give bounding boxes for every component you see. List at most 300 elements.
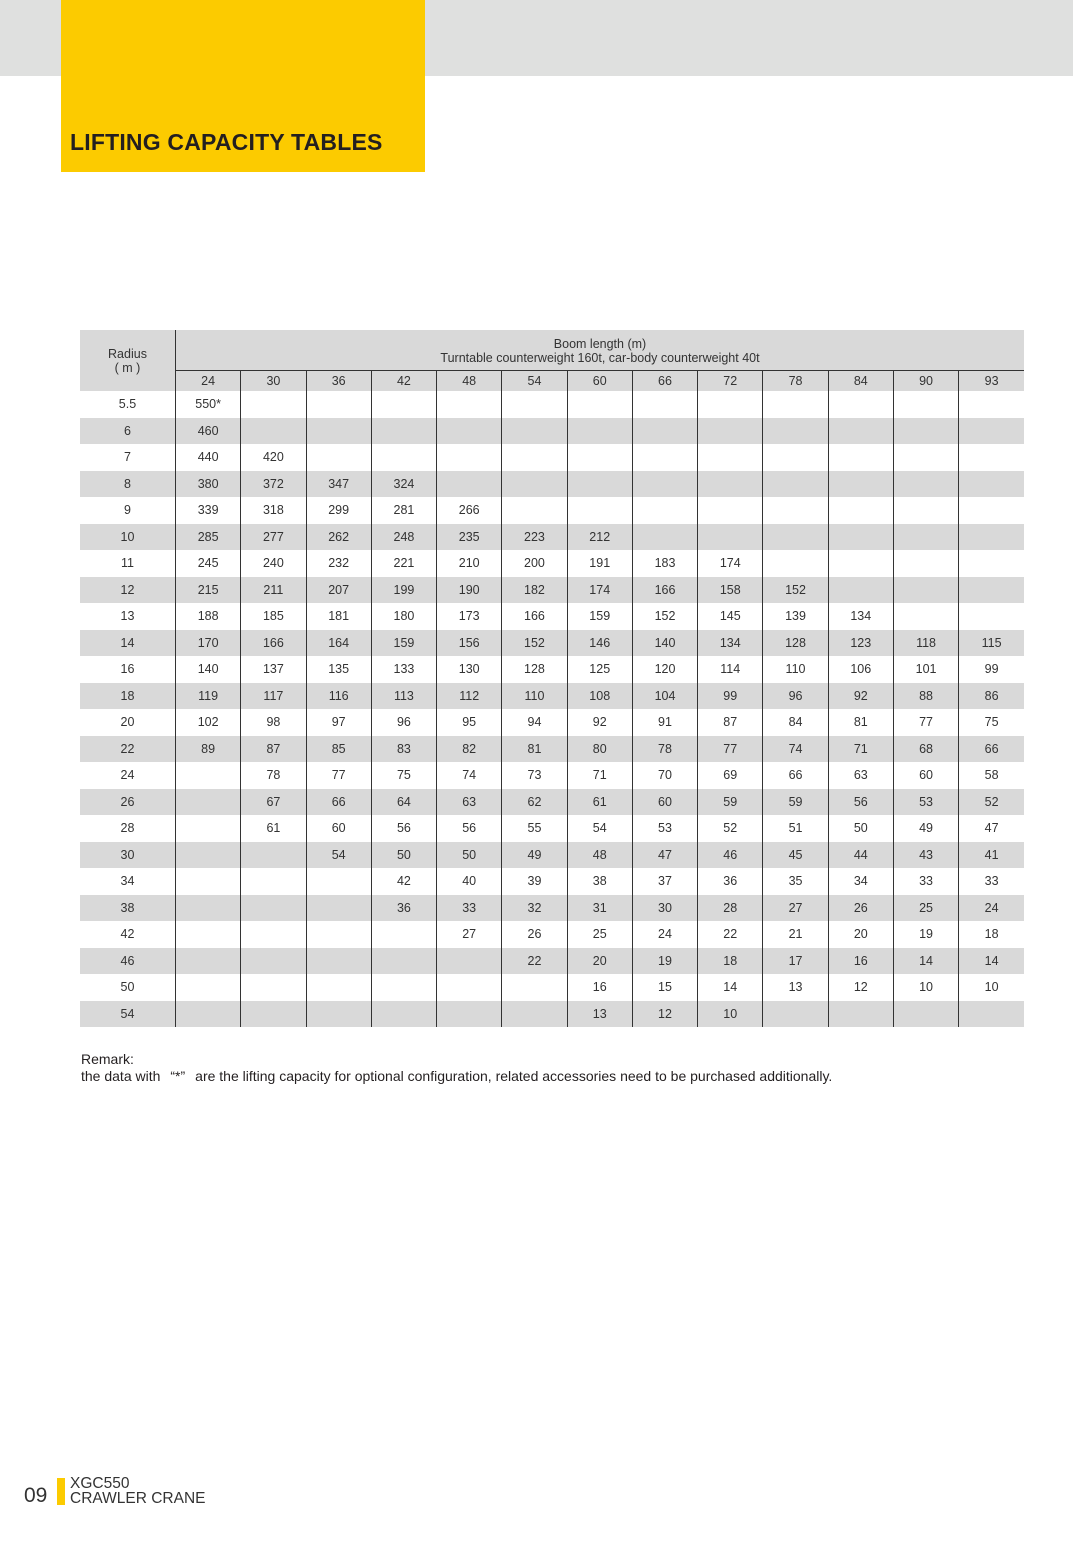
radius-label: Radius bbox=[108, 346, 147, 361]
capacity-cell: 133 bbox=[371, 656, 436, 683]
capacity-cell bbox=[176, 921, 241, 948]
capacity-cell: 12 bbox=[828, 974, 893, 1001]
capacity-cell: 15 bbox=[632, 974, 697, 1001]
capacity-cell: 20 bbox=[567, 948, 632, 975]
capacity-cell: 166 bbox=[502, 603, 567, 630]
capacity-cell bbox=[763, 471, 828, 498]
capacity-cell bbox=[828, 497, 893, 524]
capacity-cell: 61 bbox=[567, 789, 632, 816]
capacity-cell: 166 bbox=[241, 630, 306, 657]
capacity-cell: 61 bbox=[241, 815, 306, 842]
capacity-cell: 277 bbox=[241, 524, 306, 551]
capacity-cell: 35 bbox=[763, 868, 828, 895]
capacity-cell: 81 bbox=[502, 736, 567, 763]
table-row bbox=[80, 630, 1024, 657]
capacity-cell: 106 bbox=[828, 656, 893, 683]
capacity-cell: 181 bbox=[306, 603, 371, 630]
boom-length-col: 42 bbox=[371, 371, 436, 392]
capacity-cell: 125 bbox=[567, 656, 632, 683]
radius-cell: 46 bbox=[80, 948, 176, 975]
capacity-cell: 170 bbox=[176, 630, 241, 657]
boom-length-col: 90 bbox=[893, 371, 958, 392]
boom-length-col: 60 bbox=[567, 371, 632, 392]
capacity-cell bbox=[763, 391, 828, 418]
boom-length-col: 66 bbox=[632, 371, 697, 392]
capacity-cell: 51 bbox=[763, 815, 828, 842]
capacity-cell bbox=[241, 842, 306, 869]
capacity-cell: 115 bbox=[959, 630, 1024, 657]
table-row bbox=[80, 868, 1024, 895]
capacity-cell: 74 bbox=[437, 762, 502, 789]
capacity-cell: 119 bbox=[176, 683, 241, 710]
radius-cell: 42 bbox=[80, 921, 176, 948]
capacity-cell: 48 bbox=[567, 842, 632, 869]
capacity-cell: 95 bbox=[437, 709, 502, 736]
capacity-cell bbox=[306, 921, 371, 948]
capacity-cell: 44 bbox=[828, 842, 893, 869]
capacity-cell bbox=[176, 762, 241, 789]
table-row bbox=[80, 577, 1024, 604]
capacity-cell: 380 bbox=[176, 471, 241, 498]
remark-quote: “*” bbox=[170, 1068, 186, 1084]
capacity-cell bbox=[306, 948, 371, 975]
capacity-cell: 145 bbox=[698, 603, 763, 630]
capacity-cell bbox=[893, 550, 958, 577]
capacity-cell: 54 bbox=[567, 815, 632, 842]
boom-length-col: 72 bbox=[698, 371, 763, 392]
capacity-cell: 34 bbox=[828, 868, 893, 895]
capacity-cell: 135 bbox=[306, 656, 371, 683]
capacity-cell bbox=[567, 497, 632, 524]
capacity-cell: 24 bbox=[959, 895, 1024, 922]
radius-cell: 13 bbox=[80, 603, 176, 630]
capacity-cell: 83 bbox=[371, 736, 436, 763]
capacity-cell: 26 bbox=[502, 921, 567, 948]
page-title: LIFTING CAPACITY TABLES bbox=[70, 129, 383, 155]
capacity-cell: 94 bbox=[502, 709, 567, 736]
capacity-cell bbox=[893, 524, 958, 551]
capacity-cell: 84 bbox=[763, 709, 828, 736]
capacity-cell bbox=[828, 418, 893, 445]
radius-cell: 54 bbox=[80, 1001, 176, 1028]
capacity-cell: 69 bbox=[698, 762, 763, 789]
capacity-cell bbox=[437, 418, 502, 445]
capacity-cell: 67 bbox=[241, 789, 306, 816]
capacity-cell: 12 bbox=[632, 1001, 697, 1028]
footer-model bbox=[70, 1476, 206, 1506]
capacity-cell: 75 bbox=[371, 762, 436, 789]
table-row bbox=[80, 1001, 1024, 1028]
boom-length-col: 36 bbox=[306, 371, 371, 392]
capacity-cell: 88 bbox=[893, 683, 958, 710]
capacity-cell: 266 bbox=[437, 497, 502, 524]
capacity-cell: 22 bbox=[502, 948, 567, 975]
capacity-cell bbox=[698, 391, 763, 418]
capacity-cell bbox=[241, 391, 306, 418]
capacity-cell bbox=[306, 418, 371, 445]
capacity-cell: 64 bbox=[371, 789, 436, 816]
capacity-cell: 42 bbox=[371, 868, 436, 895]
capacity-cell: 27 bbox=[437, 921, 502, 948]
capacity-cell: 52 bbox=[698, 815, 763, 842]
capacity-cell: 232 bbox=[306, 550, 371, 577]
capacity-cell: 174 bbox=[698, 550, 763, 577]
capacity-cell: 173 bbox=[437, 603, 502, 630]
capacity-cell: 16 bbox=[828, 948, 893, 975]
table-row bbox=[80, 683, 1024, 710]
capacity-cell: 86 bbox=[959, 683, 1024, 710]
capacity-cell bbox=[828, 471, 893, 498]
capacity-cell bbox=[371, 418, 436, 445]
capacity-cell bbox=[306, 895, 371, 922]
capacity-cell: 248 bbox=[371, 524, 436, 551]
capacity-cell: 112 bbox=[437, 683, 502, 710]
radius-cell: 18 bbox=[80, 683, 176, 710]
product-name: CRAWLER CRANE bbox=[70, 1490, 206, 1507]
capacity-cell bbox=[763, 524, 828, 551]
radius-cell: 26 bbox=[80, 789, 176, 816]
lifting-capacity-table bbox=[80, 330, 1024, 1027]
capacity-cell: 13 bbox=[763, 974, 828, 1001]
capacity-cell bbox=[176, 895, 241, 922]
capacity-cell: 66 bbox=[763, 762, 828, 789]
capacity-cell bbox=[763, 444, 828, 471]
capacity-cell bbox=[959, 391, 1024, 418]
capacity-cell: 54 bbox=[306, 842, 371, 869]
capacity-cell: 37 bbox=[632, 868, 697, 895]
capacity-cell: 81 bbox=[828, 709, 893, 736]
capacity-cell: 56 bbox=[828, 789, 893, 816]
capacity-cell: 139 bbox=[763, 603, 828, 630]
capacity-cell: 123 bbox=[828, 630, 893, 657]
capacity-cell: 240 bbox=[241, 550, 306, 577]
capacity-cell bbox=[828, 577, 893, 604]
capacity-cell: 62 bbox=[502, 789, 567, 816]
capacity-cell: 78 bbox=[241, 762, 306, 789]
capacity-cell bbox=[828, 550, 893, 577]
capacity-cell: 16 bbox=[567, 974, 632, 1001]
table-row bbox=[80, 391, 1024, 418]
capacity-cell: 49 bbox=[893, 815, 958, 842]
capacity-cell: 97 bbox=[306, 709, 371, 736]
capacity-cell bbox=[371, 974, 436, 1001]
capacity-cell bbox=[893, 471, 958, 498]
capacity-cell: 14 bbox=[698, 974, 763, 1001]
capacity-cell bbox=[502, 974, 567, 1001]
boom-length-col: 30 bbox=[241, 371, 306, 392]
capacity-cell bbox=[371, 1001, 436, 1028]
capacity-cell bbox=[176, 815, 241, 842]
capacity-cell bbox=[567, 418, 632, 445]
capacity-cell: 110 bbox=[502, 683, 567, 710]
capacity-cell bbox=[437, 974, 502, 1001]
capacity-cell: 60 bbox=[632, 789, 697, 816]
capacity-cell bbox=[632, 524, 697, 551]
radius-cell: 5.5 bbox=[80, 391, 176, 418]
capacity-cell: 99 bbox=[959, 656, 1024, 683]
boom-length-col: 54 bbox=[502, 371, 567, 392]
capacity-cell: 18 bbox=[959, 921, 1024, 948]
capacity-cell: 281 bbox=[371, 497, 436, 524]
capacity-cell: 114 bbox=[698, 656, 763, 683]
capacity-cell: 299 bbox=[306, 497, 371, 524]
capacity-cell bbox=[371, 391, 436, 418]
capacity-cell: 102 bbox=[176, 709, 241, 736]
capacity-cell: 152 bbox=[763, 577, 828, 604]
table-row bbox=[80, 736, 1024, 763]
capacity-cell: 96 bbox=[371, 709, 436, 736]
capacity-cell bbox=[698, 444, 763, 471]
capacity-cell: 71 bbox=[567, 762, 632, 789]
capacity-cell: 30 bbox=[632, 895, 697, 922]
capacity-cell: 60 bbox=[306, 815, 371, 842]
capacity-cell bbox=[567, 391, 632, 418]
radius-cell: 20 bbox=[80, 709, 176, 736]
model-name: XGC550 bbox=[70, 1475, 130, 1492]
capacity-cell: 60 bbox=[893, 762, 958, 789]
radius-cell: 8 bbox=[80, 471, 176, 498]
boom-length-col: 93 bbox=[959, 371, 1024, 392]
capacity-cell: 59 bbox=[763, 789, 828, 816]
capacity-cell bbox=[959, 577, 1024, 604]
capacity-cell: 134 bbox=[698, 630, 763, 657]
capacity-cell: 262 bbox=[306, 524, 371, 551]
remark-text-after: are the lifting capacity for optional configuration, related accessories need to be purchased additionally. bbox=[195, 1068, 833, 1084]
capacity-cell: 104 bbox=[632, 683, 697, 710]
capacity-cell: 20 bbox=[828, 921, 893, 948]
radius-cell: 9 bbox=[80, 497, 176, 524]
capacity-cell bbox=[632, 418, 697, 445]
capacity-cell: 221 bbox=[371, 550, 436, 577]
capacity-cell bbox=[893, 418, 958, 445]
capacity-cell: 92 bbox=[828, 683, 893, 710]
capacity-cell: 43 bbox=[893, 842, 958, 869]
capacity-cell: 63 bbox=[437, 789, 502, 816]
capacity-cell: 33 bbox=[893, 868, 958, 895]
capacity-cell: 74 bbox=[763, 736, 828, 763]
capacity-cell: 118 bbox=[893, 630, 958, 657]
capacity-cell bbox=[567, 444, 632, 471]
capacity-cell: 50 bbox=[437, 842, 502, 869]
remark-text bbox=[81, 1068, 832, 1085]
capacity-cell: 32 bbox=[502, 895, 567, 922]
capacity-cell bbox=[371, 921, 436, 948]
capacity-cell: 17 bbox=[763, 948, 828, 975]
table-row bbox=[80, 709, 1024, 736]
capacity-cell: 101 bbox=[893, 656, 958, 683]
capacity-cell: 199 bbox=[371, 577, 436, 604]
boom-length-col: 24 bbox=[176, 371, 241, 392]
remark-label: Remark: bbox=[81, 1051, 134, 1067]
capacity-cell bbox=[502, 444, 567, 471]
capacity-cell: 339 bbox=[176, 497, 241, 524]
capacity-cell: 113 bbox=[371, 683, 436, 710]
capacity-cell: 47 bbox=[959, 815, 1024, 842]
capacity-cell: 13 bbox=[567, 1001, 632, 1028]
capacity-cell: 440 bbox=[176, 444, 241, 471]
table-row bbox=[80, 550, 1024, 577]
capacity-cell bbox=[502, 1001, 567, 1028]
capacity-cell bbox=[306, 974, 371, 1001]
capacity-cell bbox=[632, 444, 697, 471]
capacity-cell: 223 bbox=[502, 524, 567, 551]
capacity-cell: 210 bbox=[437, 550, 502, 577]
capacity-cell: 159 bbox=[567, 603, 632, 630]
capacity-cell: 318 bbox=[241, 497, 306, 524]
capacity-cell: 159 bbox=[371, 630, 436, 657]
capacity-cell bbox=[567, 471, 632, 498]
capacity-cell: 137 bbox=[241, 656, 306, 683]
capacity-cell bbox=[176, 868, 241, 895]
capacity-cell bbox=[893, 391, 958, 418]
capacity-cell: 50 bbox=[828, 815, 893, 842]
capacity-cell: 130 bbox=[437, 656, 502, 683]
capacity-cell: 55 bbox=[502, 815, 567, 842]
capacity-cell: 96 bbox=[763, 683, 828, 710]
capacity-cell bbox=[371, 948, 436, 975]
capacity-cell bbox=[828, 391, 893, 418]
capacity-cell: 18 bbox=[698, 948, 763, 975]
radius-cell: 14 bbox=[80, 630, 176, 657]
capacity-cell bbox=[959, 444, 1024, 471]
capacity-cell: 14 bbox=[893, 948, 958, 975]
table-row bbox=[80, 656, 1024, 683]
table-row bbox=[80, 524, 1024, 551]
capacity-cell bbox=[698, 418, 763, 445]
capacity-cell: 188 bbox=[176, 603, 241, 630]
capacity-cell: 166 bbox=[632, 577, 697, 604]
capacity-cell: 164 bbox=[306, 630, 371, 657]
capacity-cell: 33 bbox=[959, 868, 1024, 895]
capacity-cell bbox=[437, 391, 502, 418]
capacity-cell: 66 bbox=[959, 736, 1024, 763]
boom-length-row bbox=[80, 371, 1024, 392]
capacity-cell: 75 bbox=[959, 709, 1024, 736]
capacity-cell bbox=[437, 948, 502, 975]
capacity-cell bbox=[241, 974, 306, 1001]
radius-cell: 34 bbox=[80, 868, 176, 895]
table-row bbox=[80, 418, 1024, 445]
capacity-cell bbox=[959, 497, 1024, 524]
table-row bbox=[80, 603, 1024, 630]
table-row bbox=[80, 842, 1024, 869]
capacity-cell: 36 bbox=[698, 868, 763, 895]
capacity-cell bbox=[698, 471, 763, 498]
capacity-cell bbox=[763, 497, 828, 524]
capacity-cell bbox=[176, 842, 241, 869]
capacity-cell bbox=[502, 418, 567, 445]
remark bbox=[81, 1051, 832, 1085]
capacity-cell: 156 bbox=[437, 630, 502, 657]
capacity-cell: 110 bbox=[763, 656, 828, 683]
capacity-cell: 99 bbox=[698, 683, 763, 710]
capacity-cell: 158 bbox=[698, 577, 763, 604]
capacity-cell: 24 bbox=[632, 921, 697, 948]
radius-cell: 7 bbox=[80, 444, 176, 471]
capacity-cell: 152 bbox=[632, 603, 697, 630]
capacity-cell: 10 bbox=[893, 974, 958, 1001]
capacity-cell: 28 bbox=[698, 895, 763, 922]
capacity-cell: 347 bbox=[306, 471, 371, 498]
capacity-cell bbox=[176, 974, 241, 1001]
capacity-cell bbox=[893, 497, 958, 524]
capacity-cell: 56 bbox=[371, 815, 436, 842]
capacity-cell: 26 bbox=[828, 895, 893, 922]
capacity-cell: 77 bbox=[306, 762, 371, 789]
capacity-cell: 420 bbox=[241, 444, 306, 471]
capacity-cell: 82 bbox=[437, 736, 502, 763]
capacity-cell bbox=[241, 895, 306, 922]
radius-cell: 38 bbox=[80, 895, 176, 922]
page-number: 09 bbox=[24, 1484, 48, 1507]
capacity-cell bbox=[893, 1001, 958, 1028]
capacity-cell: 66 bbox=[306, 789, 371, 816]
capacity-cell bbox=[893, 603, 958, 630]
radius-cell: 22 bbox=[80, 736, 176, 763]
capacity-cell: 73 bbox=[502, 762, 567, 789]
capacity-cell bbox=[437, 444, 502, 471]
radius-cell: 30 bbox=[80, 842, 176, 869]
capacity-cell: 68 bbox=[893, 736, 958, 763]
capacity-cell bbox=[763, 1001, 828, 1028]
capacity-cell bbox=[959, 603, 1024, 630]
capacity-cell: 31 bbox=[567, 895, 632, 922]
capacity-cell: 87 bbox=[698, 709, 763, 736]
capacity-cell: 77 bbox=[893, 709, 958, 736]
boom-length-header bbox=[176, 330, 1025, 371]
capacity-cell: 211 bbox=[241, 577, 306, 604]
capacity-cell bbox=[959, 1001, 1024, 1028]
capacity-cell bbox=[241, 418, 306, 445]
capacity-cell bbox=[306, 868, 371, 895]
title-block bbox=[61, 0, 425, 172]
capacity-cell: 39 bbox=[502, 868, 567, 895]
radius-cell: 10 bbox=[80, 524, 176, 551]
capacity-cell: 190 bbox=[437, 577, 502, 604]
capacity-cell: 182 bbox=[502, 577, 567, 604]
capacity-cell bbox=[241, 1001, 306, 1028]
capacity-cell: 52 bbox=[959, 789, 1024, 816]
capacity-cell bbox=[176, 1001, 241, 1028]
capacity-cell: 38 bbox=[567, 868, 632, 895]
capacity-cell bbox=[828, 1001, 893, 1028]
capacity-cell bbox=[959, 471, 1024, 498]
capacity-cell bbox=[828, 524, 893, 551]
capacity-cell bbox=[241, 868, 306, 895]
radius-cell: 28 bbox=[80, 815, 176, 842]
capacity-cell: 215 bbox=[176, 577, 241, 604]
boom-length-col: 48 bbox=[437, 371, 502, 392]
capacity-cell: 285 bbox=[176, 524, 241, 551]
capacity-cell: 46 bbox=[698, 842, 763, 869]
capacity-cell: 19 bbox=[632, 948, 697, 975]
capacity-cell: 58 bbox=[959, 762, 1024, 789]
capacity-cell: 53 bbox=[632, 815, 697, 842]
capacity-cell: 85 bbox=[306, 736, 371, 763]
capacity-cell: 21 bbox=[763, 921, 828, 948]
capacity-cell: 71 bbox=[828, 736, 893, 763]
capacity-cell bbox=[893, 577, 958, 604]
capacity-cell: 191 bbox=[567, 550, 632, 577]
capacity-cell: 87 bbox=[241, 736, 306, 763]
capacity-cell: 324 bbox=[371, 471, 436, 498]
capacity-cell: 70 bbox=[632, 762, 697, 789]
capacity-cell: 140 bbox=[632, 630, 697, 657]
table-row bbox=[80, 921, 1024, 948]
capacity-cell: 33 bbox=[437, 895, 502, 922]
capacity-cell: 78 bbox=[632, 736, 697, 763]
capacity-cell: 53 bbox=[893, 789, 958, 816]
